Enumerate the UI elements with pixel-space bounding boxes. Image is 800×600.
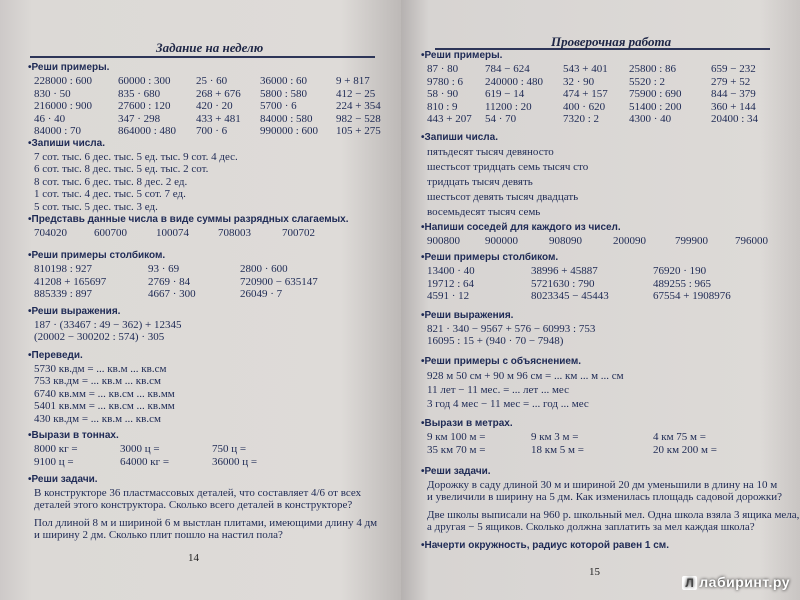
task-title: • Реши примеры.: [28, 62, 109, 75]
exercise-column: [336, 75, 381, 138]
exercise-item: 4300 · 40: [629, 113, 672, 125]
task-title: • Запиши числа.: [28, 138, 238, 151]
exercise-item: 9780 : 6: [427, 75, 464, 88]
task-problems: [421, 466, 799, 534]
exercise-item: 400 · 620: [563, 100, 606, 113]
exercise-item: 443 + 207: [427, 113, 472, 125]
header-rule: [30, 56, 375, 58]
text-line: 753 кв.дм = ... кв.м ... кв.см: [34, 375, 161, 387]
exercise-item: 600700: [94, 227, 127, 239]
exercise-item: 279 + 52: [711, 75, 751, 88]
exercise-item: 13400 · 40: [427, 265, 475, 277]
exercise-item: 784 − 624: [485, 63, 530, 75]
exercise-item: 9 км 3 м =: [531, 431, 579, 443]
task-tons: [28, 430, 258, 468]
exercise-column: [34, 443, 78, 468]
exercise-column: [260, 75, 318, 138]
exercise-item: 720900 − 635147: [240, 275, 318, 288]
task-neighbors: [421, 222, 768, 247]
examples-grid: [34, 75, 384, 140]
text-line: 821 · 340 − 9567 + 576 − 60993 : 753: [427, 322, 596, 335]
task-solve-examples: [28, 62, 381, 137]
exercise-item: 835 · 680: [118, 87, 161, 100]
task-solve-examples: [421, 50, 759, 125]
task-problems: [28, 474, 377, 542]
exercise-column: [653, 431, 717, 456]
text-line: 928 м 50 см + 90 м 96 см = ... км ... м ... см: [427, 369, 624, 382]
text-line: 5730 кв.дм = ... кв.м ... кв.см: [34, 362, 167, 375]
exercise-item: 5520 : 2: [629, 75, 666, 88]
text-line: 16095 : 15 + (940 · 70 − 7948): [427, 335, 564, 347]
task-title: • Начерти окружность, радиус которой равен 1 см.: [421, 540, 669, 553]
task-title: • Реши примеры с объяснением.: [421, 356, 624, 369]
exercise-column: [531, 265, 609, 303]
exercise-item: 619 − 14: [485, 88, 525, 100]
task-title: • Напиши соседей для каждого из чисел.: [421, 222, 621, 235]
exercise-item: 830 · 50: [34, 87, 71, 100]
exercise-column: [427, 63, 472, 126]
exercise-column: [34, 75, 92, 138]
task-write-numbers: [28, 138, 238, 213]
text-line: 6 сот. тыс. 8 дес. тыс. 5 ед. тыс. 2 сот.: [34, 163, 209, 175]
exercise-column: [118, 75, 176, 138]
exercise-column: [531, 431, 584, 456]
exercise-item: 420 · 20: [196, 100, 233, 112]
exercise-column: [653, 265, 731, 303]
exercise-item: 4 км 75 м =: [653, 431, 706, 443]
exercise-item: 9 км 100 м =: [427, 431, 486, 443]
text-line: и ширину 2 дм. Сколько плит пошло на настил пола?: [34, 529, 283, 541]
task-title: • Реши примеры столбиком.: [421, 252, 558, 265]
exercise-item: 704020: [34, 227, 67, 239]
exercise-item: 489255 : 965: [653, 277, 712, 290]
exercise-item: 700 · 6: [196, 125, 228, 137]
exercise-item: 885339 : 897: [34, 288, 93, 300]
exercise-item: 64000 кг =: [120, 455, 170, 468]
exercise-item: 54 · 70: [485, 113, 517, 125]
text-line: 187 · (33467 : 49 − 362) + 12345: [34, 318, 182, 331]
exercise-item: 5800 : 580: [260, 87, 308, 100]
exercise-item: 5700 · 6: [260, 100, 297, 112]
exercise-item: 900800: [427, 235, 460, 247]
text-line: 11 лет − 11 мес. = ... лет ... мес: [427, 383, 569, 396]
exercise-item: 9100 ц =: [34, 455, 74, 468]
watermark-badge: Л: [682, 576, 697, 590]
task-draw-circle: [421, 540, 669, 553]
text-line: Пол длиной 8 м и шириной 6 м выстлан плитами, имеющими длину 4 дм: [34, 516, 378, 529]
exercise-column: [212, 443, 257, 468]
task-expressions: [421, 310, 595, 348]
exercise-item: 60000 : 300: [118, 75, 171, 87]
exercise-column: [427, 265, 475, 303]
text-line: 7 сот. тыс. 6 дес. тыс. 5 ед. тыс. 9 сот. 4 дес.: [34, 150, 238, 163]
exercise-item: 216000 : 900: [34, 100, 93, 112]
exercise-item: 93 · 69: [148, 263, 180, 275]
exercise-item: 8000 кг =: [34, 443, 78, 455]
exercise-item: 268 + 676: [196, 87, 241, 100]
text-line: 6740 кв.мм = ... кв.см ... кв.мм: [34, 387, 175, 400]
exercise-column: [34, 263, 106, 301]
exercise-item: 347 · 298: [118, 112, 161, 125]
exercise-item: 750 ц =: [212, 443, 247, 455]
exercise-item: 3000 ц =: [120, 443, 160, 455]
exercise-column: [120, 443, 169, 468]
exercise-item: 224 + 354: [336, 100, 381, 112]
exercise-item: 32 · 90: [563, 75, 595, 88]
exercise-item: 58 · 90: [427, 88, 459, 100]
exercise-column: [196, 75, 241, 138]
exercise-item: 35 км 70 м =: [427, 443, 486, 456]
exercise-item: 18 км 5 м =: [531, 443, 584, 456]
exercise-item: 200090: [613, 235, 646, 247]
exercise-item: 990000 : 600: [260, 125, 319, 137]
exercise-item: 20 км 200 м =: [653, 443, 717, 456]
exercise-column: [629, 63, 682, 126]
text-line: и увеличили в ширину на 5 дм. Как изменилась площадь садовой дорожки?: [427, 491, 782, 503]
task-title: • Представь данные числа в виде суммы разрядных слагаемых.: [28, 214, 349, 227]
task-title: • Переведи.: [28, 350, 175, 363]
exercise-item: 700702: [282, 227, 315, 239]
exercise-item: 46 · 40: [34, 112, 66, 125]
exercise-item: 810 : 9: [427, 100, 458, 113]
exercise-column: [485, 63, 543, 126]
task-explained-examples: [421, 356, 624, 411]
text-line: 8 сот. тыс. 6 дес. тыс. 8 дес. 2 ед.: [34, 175, 188, 188]
task-title: • Реши примеры.: [421, 50, 502, 63]
exercise-item: 5721630 : 790: [531, 277, 595, 290]
exercise-item: 412 − 25: [336, 87, 376, 100]
task-title: • Реши выражения.: [421, 310, 595, 323]
exercise-item: 982 − 528: [336, 112, 381, 125]
exercise-item: 9 + 817: [336, 75, 370, 87]
exercise-item: 4667 · 300: [148, 288, 196, 300]
text-line: восемьдесят тысяч семь: [427, 205, 541, 218]
text-line: 430 кв.дм = ... кв.м ... кв.см: [34, 412, 161, 425]
exercise-item: 25800 : 86: [629, 63, 677, 75]
exercise-item: 7320 : 2: [563, 113, 600, 125]
exercise-item: 844 − 379: [711, 88, 756, 100]
page-header: Проверочная работа: [551, 34, 672, 49]
text-line: В конструкторе 36 пластмассовых деталей, что составляет 4/6 от всех: [34, 486, 362, 499]
exercise-item: 51400 : 200: [629, 100, 682, 113]
exercise-item: 474 + 157: [563, 88, 608, 100]
exercise-item: 84000 : 580: [260, 112, 313, 125]
exercise-item: 36000 : 60: [260, 75, 308, 87]
exercise-item: 360 + 144: [711, 100, 756, 113]
exercise-item: 27600 : 120: [118, 100, 171, 112]
text-line: 3 год 4 мес − 11 мес = ... год ... мес: [427, 397, 589, 410]
text-line: шестьсот тридцать семь тысяч сто: [427, 160, 589, 173]
task-expressions: [28, 306, 181, 344]
exercise-item: 87 · 80: [427, 63, 459, 75]
exercise-item: 100074: [156, 227, 189, 239]
exercise-item: 84000 : 70: [34, 125, 82, 137]
exercise-item: 708003: [218, 227, 251, 239]
exercise-column: [711, 63, 758, 126]
exercise-item: 20400 : 34: [711, 113, 759, 125]
task-meters: [421, 418, 717, 456]
page-header: Задание на неделю: [156, 40, 264, 55]
exercise-item: 908090: [549, 235, 582, 247]
exercise-item: 900000: [485, 235, 518, 247]
text-line: шестьсот девять тысяч двадцать: [427, 190, 579, 203]
right-page: [401, 0, 800, 600]
task-convert: [28, 350, 175, 425]
page-number: 15: [589, 566, 600, 578]
task-title: • Реши примеры столбиком.: [28, 250, 165, 263]
exercise-item: 11200 : 20: [485, 100, 532, 113]
exercise-item: 19712 : 64: [427, 277, 475, 290]
exercise-column: [427, 431, 485, 456]
text-line: тридцать тысяч девять: [427, 175, 533, 188]
exercise-column: [148, 263, 196, 301]
exercise-item: 4591 · 12: [427, 290, 470, 302]
exercise-item: 38996 + 45887: [531, 265, 598, 277]
exercise-column: [240, 263, 318, 301]
page-number: 14: [188, 552, 199, 564]
text-line: 5 сот. тыс. 5 дес. тыс. 3 ед.: [34, 200, 158, 213]
exercise-item: 796000: [735, 235, 768, 247]
text-line: деталей этого конструктора. Сколько всего деталей в конструкторе?: [34, 499, 353, 511]
task-title: • Реши задачи.: [28, 474, 377, 487]
text-line: 1 сот. тыс. 4 дес. тыс. 5 сот. 7 ед.: [34, 188, 186, 200]
exercise-item: 799900: [675, 235, 708, 247]
task-title: • Вырази в тоннах.: [28, 430, 119, 443]
task-write-numbers: [421, 132, 588, 220]
exercise-item: 810198 : 927: [34, 263, 93, 275]
exercise-item: 864000 : 480: [118, 125, 177, 137]
task-column-examples: [421, 252, 731, 302]
text-line: Две школы выписали на 960 р. школьный мел. Одна школа взяла 3 ящика мела,: [427, 508, 800, 521]
task-title: • Запиши числа.: [421, 132, 588, 145]
text-line: (20002 − 300202 : 574) · 305: [34, 331, 165, 343]
task-place-values: [28, 214, 349, 239]
task-title: • Реши выражения.: [28, 306, 181, 319]
exercise-item: 41208 + 165697: [34, 275, 107, 288]
text-line: 5401 кв.мм = ... кв.см ... кв.мм: [34, 400, 175, 412]
exercise-item: 543 + 401: [563, 63, 608, 75]
exercise-item: 228000 : 600: [34, 75, 93, 87]
exercise-column: [563, 63, 608, 126]
exercise-item: 25 · 60: [196, 75, 228, 87]
watermark-text: лабиринт.ру: [699, 574, 790, 590]
exercise-item: 26049 · 7: [240, 288, 283, 300]
exercise-item: 2769 · 84: [148, 275, 191, 288]
exercise-item: 2800 · 600: [240, 263, 288, 275]
exercise-item: 240000 : 480: [485, 75, 544, 88]
exercise-item: 36000 ц =: [212, 455, 258, 468]
task-column-examples: [28, 250, 318, 300]
exercise-item: 433 + 481: [196, 112, 241, 125]
text-line: а другая − 5 ящиков. Сколько должна заплатить за мел каждая школа?: [427, 521, 755, 533]
exercise-item: 76920 · 190: [653, 265, 707, 277]
exercise-item: 105 + 275: [336, 125, 381, 137]
text-line: пятьдесят тысяч девяносто: [427, 145, 554, 158]
exercise-item: 659 − 232: [711, 63, 756, 75]
exercise-item: 8023345 − 45443: [531, 290, 609, 302]
text-line: Дорожку в саду длиной 30 м и шириной 20 дм уменьшили в длину на 10 м: [427, 478, 778, 491]
watermark-logo: [682, 574, 790, 590]
exercise-item: 75900 : 690: [629, 88, 682, 100]
task-title: • Вырази в метрах.: [421, 418, 513, 431]
exercise-item: 67554 + 1908976: [653, 290, 731, 302]
task-title: • Реши задачи.: [421, 466, 799, 479]
